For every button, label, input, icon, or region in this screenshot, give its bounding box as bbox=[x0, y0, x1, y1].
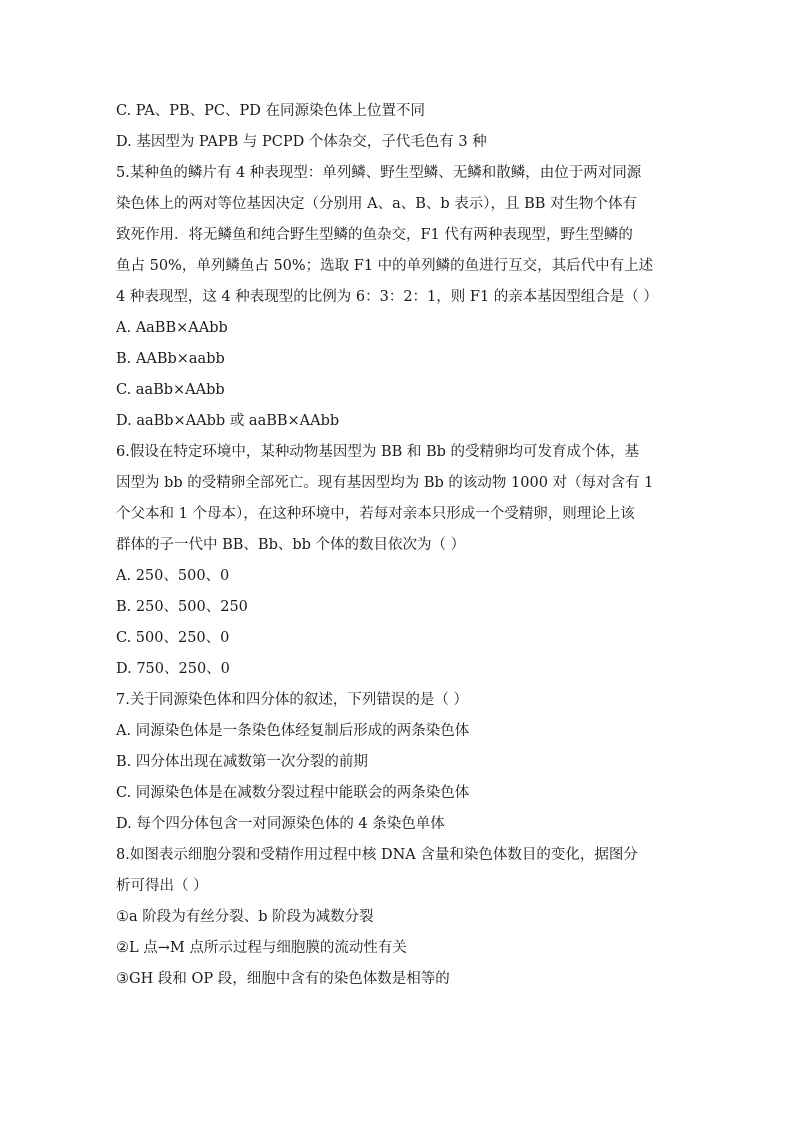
q6-option-b: B. 250、500、250 bbox=[116, 599, 248, 615]
question-8 bbox=[116, 840, 682, 995]
q8-stem-line-1: 8.如图表示细胞分裂和受精作用过程中核 DNA 含量和染色体数目的变化，据图分 bbox=[116, 847, 638, 863]
q5-stem-line-1: 5.某种鱼的鳞片有 4 种表现型：单列鳞、野生型鳞、无鳞和散鳞，由位于两对同源 bbox=[116, 165, 642, 181]
q8-statement-2: ②L 点→M 点所示过程与细胞膜的流动性有关 bbox=[116, 940, 407, 956]
q6-option-d: D. 750、250、0 bbox=[116, 661, 230, 677]
q5-stem-line-3: 致死作用．将无鳞鱼和纯合野生型鳞的鱼杂交，F1 代有两种表现型，野生型鳞的 bbox=[116, 227, 633, 243]
q7-option-c: C. 同源染色体是在减数分裂过程中能联会的两条染色体 bbox=[116, 785, 470, 801]
question-7 bbox=[116, 685, 682, 840]
q6-option-a: A. 250、500、0 bbox=[116, 568, 230, 584]
q5-stem-line-2: 染色体上的两对等位基因决定（分别用 A、a、B、b 表示），且 BB 对生物个体有 bbox=[116, 196, 638, 212]
q6-stem-line-4: 群体的子一代中 BB、Bb、bb 个体的数目依次为（ ） bbox=[116, 537, 466, 553]
q5-stem-line-4: 鱼占 50%，单列鳞鱼占 50%；选取 F1 中的单列鳞的鱼进行互交，其后代中有上述 bbox=[116, 258, 654, 274]
question-4-options bbox=[116, 96, 682, 158]
q4-option-c: C. PA、PB、PC、PD 在同源染色体上位置不同 bbox=[116, 103, 425, 119]
q7-option-d: D. 每个四分体包含一对同源染色体的 4 条染色单体 bbox=[116, 816, 445, 832]
q5-option-d: D. aaBb×AAbb 或 aaBB×AAbb bbox=[116, 413, 340, 429]
q8-stem-line-2: 析可得出（ ） bbox=[116, 878, 208, 894]
q7-option-b: B. 四分体出现在减数第一次分裂的前期 bbox=[116, 754, 368, 770]
q7-stem-line-1: 7.关于同源染色体和四分体的叙述，下列错误的是（ ） bbox=[116, 692, 468, 708]
question-5 bbox=[116, 158, 682, 437]
q5-stem-line-5: 4 种表现型，这 4 种表现型的比例为 6：3：2：1，则 F1 的亲本基因型组合是（ ） bbox=[116, 289, 658, 305]
q8-statement-3: ③GH 段和 OP 段，细胞中含有的染色体数是相等的 bbox=[116, 971, 450, 987]
q8-statement-1: ①a 阶段为有丝分裂、b 阶段为减数分裂 bbox=[116, 909, 374, 925]
question-6 bbox=[116, 437, 682, 685]
q5-option-b: B. AABb×aabb bbox=[116, 351, 225, 367]
q6-stem-line-3: 个父本和 1 个母本），在这种环境中，若每对亲本只形成一个受精卵，则理论上该 bbox=[116, 506, 635, 522]
q6-stem-line-1: 6.假设在特定环境中，某种动物基因型为 BB 和 Bb 的受精卵均可发育成个体，基 bbox=[116, 444, 640, 460]
document-page bbox=[116, 96, 682, 995]
q7-option-a: A. 同源染色体是一条染色体经复制后形成的两条染色体 bbox=[116, 723, 470, 739]
q6-stem-line-2: 因型为 bb 的受精卵全部死亡。现有基因型均为 Bb 的该动物 1000 对（每对含有 1 bbox=[116, 475, 654, 491]
q5-option-c: C. aaBb×AAbb bbox=[116, 382, 225, 398]
q4-option-d: D. 基因型为 PAPB 与 PCPD 个体杂交，子代毛色有 3 种 bbox=[116, 134, 487, 150]
q5-option-a: A. AaBB×AAbb bbox=[116, 320, 228, 336]
q6-option-c: C. 500、250、0 bbox=[116, 630, 230, 646]
